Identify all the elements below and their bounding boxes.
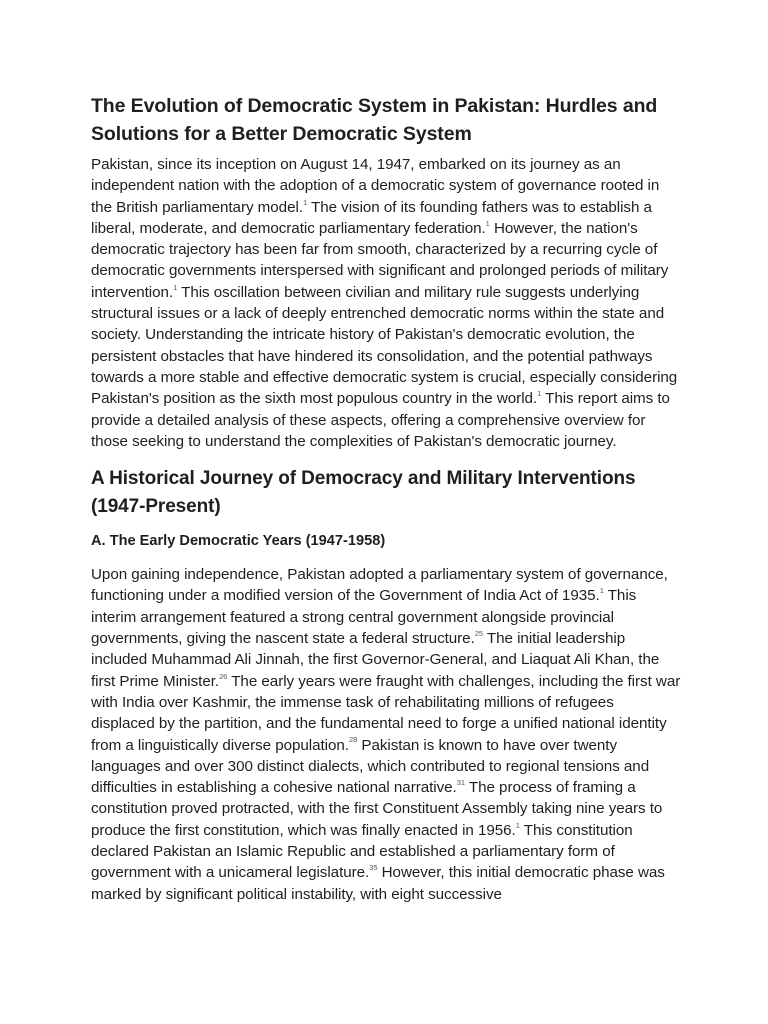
document-page [91, 92, 681, 905]
text-run: Upon gaining independence, Pakistan adopted a parliamentary system of governance, functioning under a modified version of the Government of India Act of 1935. [91, 566, 668, 605]
citation-marker[interactable]: 25 [474, 628, 484, 638]
section-paragraph [91, 564, 681, 905]
text-run: However, the nation's democratic trajectory has been far from smooth, characterized by a recurring cycle of democratic governments interspersed with significant and prolonged periods of military intervention. [91, 219, 669, 301]
text-run: Pakistan is known to have over twenty languages and over 300 distinct dialects, which contributed to regional tensions and difficulties in establishing a cohesive national narrative. [91, 736, 650, 797]
text-run: However, this initial democratic phase was marked by significant political instability, with eight successive [91, 864, 665, 903]
citation-marker[interactable]: 1 [173, 282, 178, 292]
text-run: This oscillation between civilian and military rule suggests underlying structural issues or a lack of deeply entrenched democratic norms within the state and society. Understanding the intricate history of Pakistan's democratic evolution, the persistent obstacles that have hindered its consolidation, and the potential pathways towards a more stable and effective democratic system is crucial, especially considering Pakistan's position as the sixth most populous country in the world. [91, 283, 678, 408]
text-run: This constitution declared Pakistan an Islamic Republic and established a parliamentary form of government with a unicameral legislature. [91, 821, 633, 882]
intro-paragraph [91, 154, 681, 452]
citation-marker[interactable]: 1 [515, 820, 520, 830]
text-run: This interim arrangement featured a strong central government alongside provincial governments, giving the nascent state a federal structure. [91, 587, 637, 648]
citation-marker[interactable]: 1 [302, 197, 308, 207]
document-title: The Evolution of Democratic System in Pakistan: Hurdles and Solutions for a Better Democratic System [91, 95, 658, 145]
citation-marker[interactable]: 31 [456, 778, 465, 788]
citation-marker[interactable]: 1 [537, 389, 542, 399]
text-run: The early years were fraught with challenges, including the first war with India over Kashmir, the immense task of rehabilitating millions of refugees displaced by the partition, and the fundamental need to forge a unified national identity from a linguistically diverse population. [91, 672, 681, 754]
citation-marker[interactable]: 1 [485, 218, 490, 228]
text-run: This report aims to provide a detailed analysis of these aspects, offering a comprehensive overview for those seeking to understand the complexities of Pakistan's democratic journey. [91, 390, 670, 450]
citation-marker[interactable]: 1 [599, 586, 604, 596]
citation-marker[interactable]: 35 [369, 863, 378, 873]
text-run: The vision of its founding fathers was to establish a liberal, moderate, and democratic parliamentary federation. [91, 198, 652, 237]
sub-heading: A. The Early Democratic Years (1947-1958) [91, 533, 386, 550]
text-run: The process of framing a constitution proved protracted, with the first Constituent Assembly taking nine years to produce the first constitution, which was finally enacted in 1956. [91, 779, 663, 839]
text-run: Pakistan, since its inception on August 14, 1947, embarked on its journey as an independent nation with the adoption of a democratic system of governance rooted in the British parliamentary model. [91, 156, 660, 216]
section-heading: A Historical Journey of Democracy and Military Interventions (1947-Present) [91, 468, 636, 518]
text-run: The initial leadership included Muhammad Ali Jinnah, the first Governor-General, and Liaquat Ali Khan, the first Prime Minister. [91, 630, 660, 690]
citation-marker[interactable]: 26 [219, 671, 228, 681]
citation-marker[interactable]: 28 [348, 735, 358, 745]
